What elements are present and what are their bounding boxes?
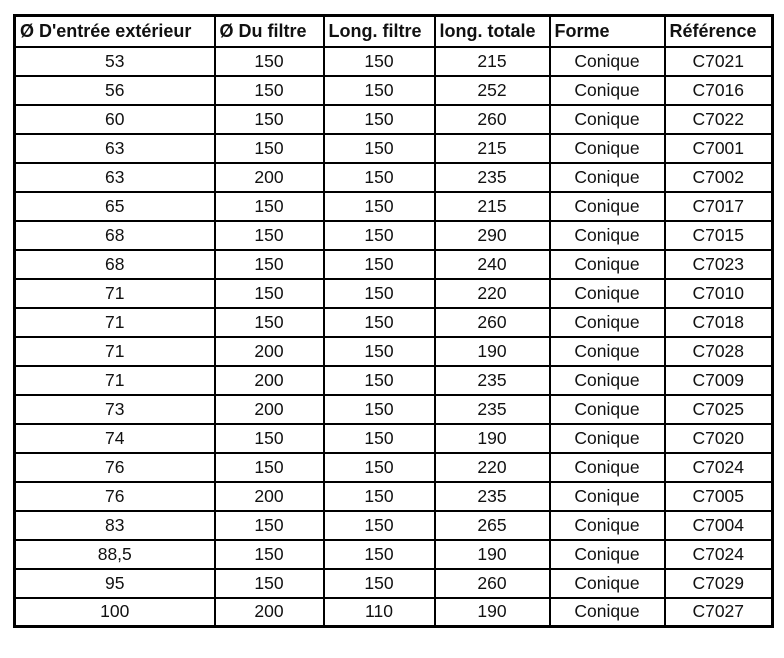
table-cell: Conique [550, 76, 665, 105]
table-row [15, 250, 773, 279]
table-cell: C7016 [665, 76, 773, 105]
table-cell: 150 [324, 424, 435, 453]
table-row [15, 366, 773, 395]
table-cell: C7024 [665, 540, 773, 569]
table-cell: Conique [550, 569, 665, 598]
table-row [15, 308, 773, 337]
table-cell: Conique [550, 134, 665, 163]
table-cell: 150 [324, 279, 435, 308]
table-cell: 200 [215, 395, 324, 424]
table-cell: Conique [550, 279, 665, 308]
table-cell: 71 [15, 366, 215, 395]
table-cell: 53 [15, 47, 215, 76]
table-cell: 235 [435, 366, 550, 395]
table-cell: 100 [15, 598, 215, 627]
table-cell: C7010 [665, 279, 773, 308]
table-cell: 220 [435, 453, 550, 482]
table-cell: 215 [435, 192, 550, 221]
table-row [15, 279, 773, 308]
table-cell: 252 [435, 76, 550, 105]
table-cell: 71 [15, 279, 215, 308]
table-cell: 150 [324, 250, 435, 279]
table-cell: 65 [15, 192, 215, 221]
table-cell: 150 [215, 76, 324, 105]
table-cell: 150 [324, 76, 435, 105]
table-cell: Conique [550, 598, 665, 627]
table-cell: 215 [435, 134, 550, 163]
table-cell: Conique [550, 511, 665, 540]
table-cell: Conique [550, 221, 665, 250]
column-header: Forme [550, 16, 665, 47]
table-cell: 235 [435, 482, 550, 511]
table-cell: C7002 [665, 163, 773, 192]
table-body [15, 47, 773, 627]
table-cell: 200 [215, 337, 324, 366]
table-cell: 290 [435, 221, 550, 250]
table-cell: C7021 [665, 47, 773, 76]
table-cell: 150 [324, 366, 435, 395]
table-cell: C7009 [665, 366, 773, 395]
table-cell: 150 [324, 569, 435, 598]
table-cell: C7015 [665, 221, 773, 250]
table-cell: 200 [215, 482, 324, 511]
table-cell: 68 [15, 250, 215, 279]
column-header: long. totale [435, 16, 550, 47]
table-cell: 150 [215, 250, 324, 279]
table-cell: 63 [15, 134, 215, 163]
table-cell: C7029 [665, 569, 773, 598]
table-cell: 76 [15, 482, 215, 511]
table-cell: 150 [215, 453, 324, 482]
table-cell: 150 [215, 279, 324, 308]
table-cell: 150 [215, 540, 324, 569]
table-cell: 63 [15, 163, 215, 192]
table-cell: Conique [550, 163, 665, 192]
table-cell: 150 [324, 192, 435, 221]
table-cell: 150 [215, 105, 324, 134]
table-cell: 88,5 [15, 540, 215, 569]
table-cell: 56 [15, 76, 215, 105]
table-cell: C7024 [665, 453, 773, 482]
table-row [15, 47, 773, 76]
table-cell: C7027 [665, 598, 773, 627]
table-cell: 150 [215, 569, 324, 598]
column-header: Long. filtre [324, 16, 435, 47]
table-row [15, 163, 773, 192]
table-cell: 71 [15, 337, 215, 366]
table-cell: 150 [324, 511, 435, 540]
table-cell: 74 [15, 424, 215, 453]
table-cell: 260 [435, 105, 550, 134]
table-cell: 95 [15, 569, 215, 598]
table-row [15, 598, 773, 627]
table-cell: 150 [324, 395, 435, 424]
table-cell: 150 [215, 511, 324, 540]
table-row [15, 540, 773, 569]
table-cell: 150 [215, 221, 324, 250]
table-cell: C7020 [665, 424, 773, 453]
table-cell: 220 [435, 279, 550, 308]
table-cell: 150 [324, 482, 435, 511]
table-cell: Conique [550, 250, 665, 279]
table-cell: C7017 [665, 192, 773, 221]
table-row [15, 569, 773, 598]
table-row [15, 192, 773, 221]
column-header: Ø D'entrée extérieur [15, 16, 215, 47]
table-cell: Conique [550, 192, 665, 221]
table-row [15, 482, 773, 511]
table-cell: 200 [215, 366, 324, 395]
table-cell: 190 [435, 540, 550, 569]
table-cell: Conique [550, 47, 665, 76]
table-cell: Conique [550, 308, 665, 337]
table-cell: 76 [15, 453, 215, 482]
table-cell: 215 [435, 47, 550, 76]
table-cell: 235 [435, 395, 550, 424]
table-cell: 150 [215, 134, 324, 163]
table-row [15, 453, 773, 482]
column-header: Ø Du filtre [215, 16, 324, 47]
table-cell: 68 [15, 221, 215, 250]
table-row [15, 395, 773, 424]
table-cell: C7023 [665, 250, 773, 279]
table-cell: 83 [15, 511, 215, 540]
table-cell: 150 [215, 308, 324, 337]
table-cell: 200 [215, 163, 324, 192]
table-cell: 240 [435, 250, 550, 279]
table-cell: 150 [324, 163, 435, 192]
table-cell: 150 [324, 221, 435, 250]
table-cell: 150 [324, 47, 435, 76]
table-cell: 150 [324, 453, 435, 482]
table-row [15, 221, 773, 250]
table-cell: 150 [215, 47, 324, 76]
filter-reference-table-container [13, 14, 774, 628]
table-cell: C7001 [665, 134, 773, 163]
table-cell: Conique [550, 366, 665, 395]
table-row [15, 424, 773, 453]
table-cell: 71 [15, 308, 215, 337]
table-cell: C7022 [665, 105, 773, 134]
table-cell: 150 [324, 134, 435, 163]
header-row [15, 16, 773, 47]
column-header: Référence [665, 16, 773, 47]
table-cell: Conique [550, 482, 665, 511]
table-cell: Conique [550, 424, 665, 453]
table-cell: 150 [215, 192, 324, 221]
table-cell: 150 [324, 105, 435, 134]
table-cell: C7025 [665, 395, 773, 424]
table-cell: 60 [15, 105, 215, 134]
table-row [15, 105, 773, 134]
table-cell: 73 [15, 395, 215, 424]
table-cell: 150 [324, 337, 435, 366]
table-cell: 190 [435, 424, 550, 453]
table-cell: Conique [550, 337, 665, 366]
table-cell: Conique [550, 105, 665, 134]
table-cell: Conique [550, 453, 665, 482]
table-cell: 260 [435, 569, 550, 598]
table-cell: 265 [435, 511, 550, 540]
table-cell: 150 [324, 308, 435, 337]
table-cell: 150 [324, 540, 435, 569]
table-cell: C7005 [665, 482, 773, 511]
table-cell: Conique [550, 540, 665, 569]
table-cell: 260 [435, 308, 550, 337]
table-cell: 200 [215, 598, 324, 627]
table-row [15, 511, 773, 540]
table-cell: Conique [550, 395, 665, 424]
table-cell: C7028 [665, 337, 773, 366]
table-row [15, 134, 773, 163]
table-cell: C7004 [665, 511, 773, 540]
table-cell: 150 [215, 424, 324, 453]
table-cell: 110 [324, 598, 435, 627]
table-row [15, 337, 773, 366]
table-cell: C7018 [665, 308, 773, 337]
table-cell: 235 [435, 163, 550, 192]
table-row [15, 76, 773, 105]
table-cell: 190 [435, 337, 550, 366]
filter-reference-table [13, 14, 774, 628]
table-header [15, 16, 773, 47]
table-cell: 190 [435, 598, 550, 627]
